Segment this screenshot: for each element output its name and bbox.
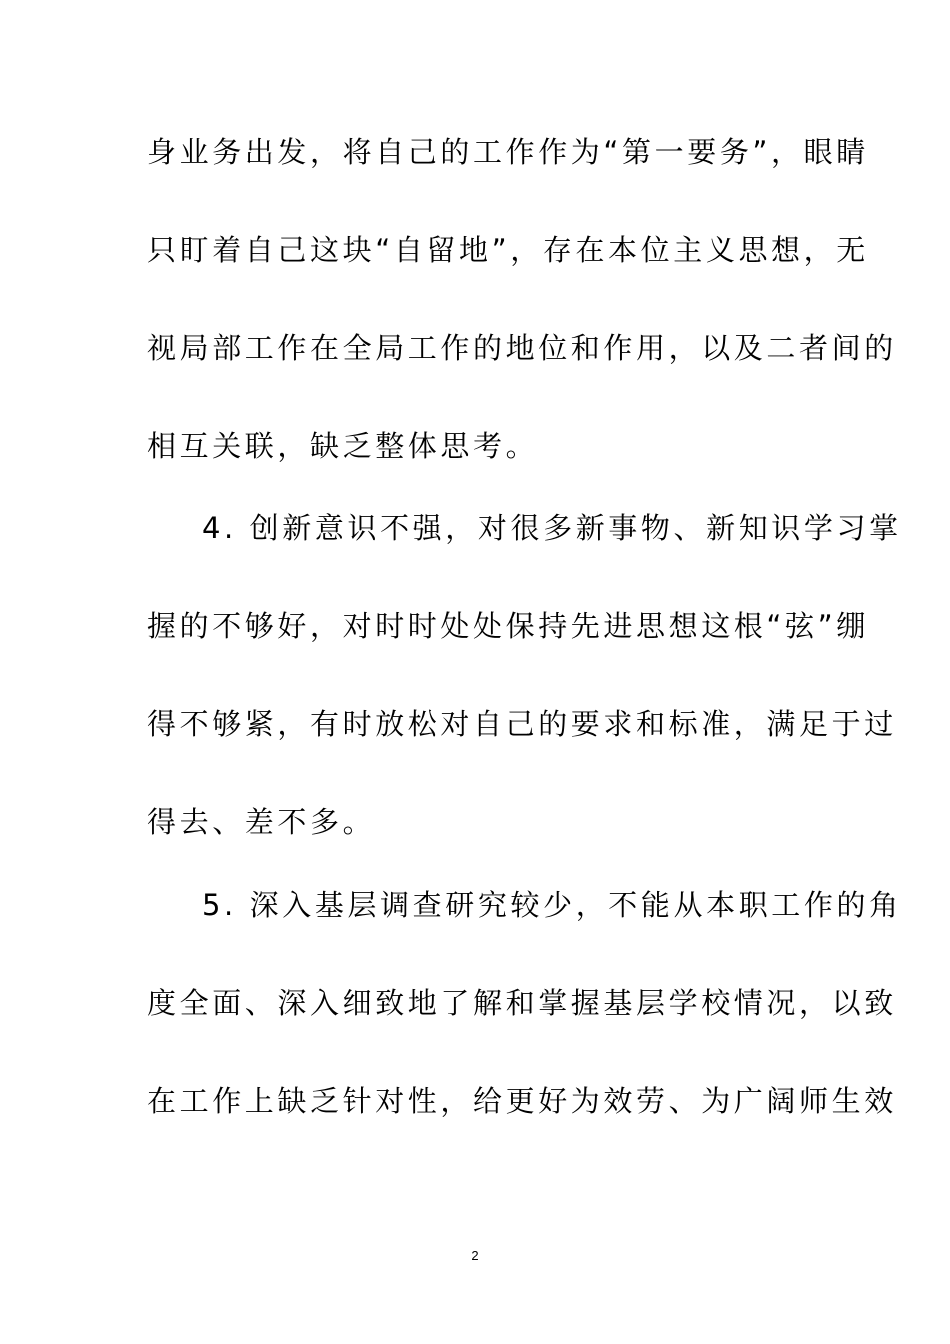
page-number: 2 — [471, 1248, 479, 1263]
text-line-7: 得不够紧，有时放松对自己的要求和标准，满足于过 — [147, 707, 897, 741]
text-line-10: 度全面、深入细致地了解和掌握基层学校情况，以致 — [147, 986, 897, 1020]
text-line-1: 身业务出发，将自己的工作作为“第一要务”，眼睛 — [147, 135, 869, 169]
text-line-8: 得去、差不多。 — [147, 805, 376, 839]
text-line-11: 在工作上缺乏针对性，给更好为效劳、为广阔师生效 — [147, 1084, 897, 1118]
text-line-4: 相互关联，缺乏整体思考。 — [147, 429, 539, 463]
text-line-5: 4. 创新意识不强，对很多新事物、新知识学习掌 — [202, 511, 902, 545]
text-line-6: 握的不够好，对时时处处保持先进思想这根“弦”绷 — [147, 609, 869, 643]
text-line-9: 5. 深入基层调查研究较少，不能从本职工作的角 — [202, 888, 902, 922]
text-line-3: 视局部工作在全局工作的地位和作用，以及二者间的 — [147, 331, 897, 365]
text-line-2: 只盯着自己这块“自留地”，存在本位主义思想，无 — [147, 233, 869, 267]
